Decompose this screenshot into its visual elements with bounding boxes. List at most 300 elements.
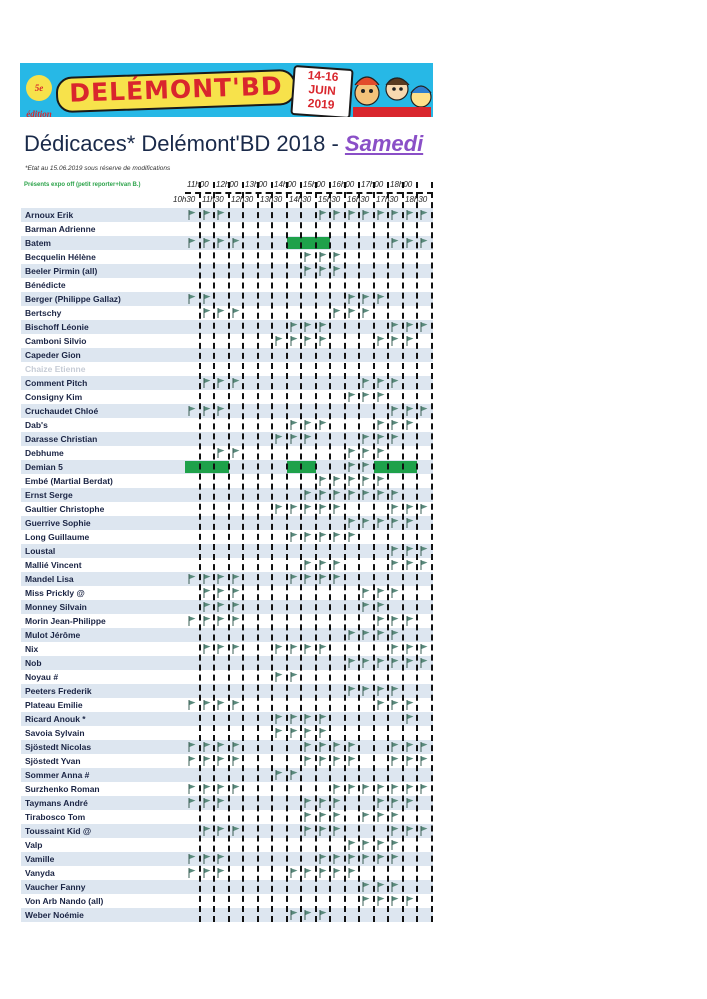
flag-icon	[275, 714, 283, 724]
author-name: Chaize Etienne	[25, 364, 86, 374]
flag-icon	[275, 434, 283, 444]
flag-icon	[232, 756, 240, 766]
flag-icon	[391, 658, 399, 668]
flag-icon	[391, 896, 399, 906]
flag-icon	[348, 448, 356, 458]
table-row	[21, 460, 433, 474]
flag-icon	[319, 812, 327, 822]
table-row	[21, 362, 433, 376]
table-row	[21, 810, 433, 824]
flag-icon	[319, 742, 327, 752]
status-note: *Etat au 15.06.2019 sous réserve de modifications	[25, 165, 171, 172]
flag-icon	[304, 714, 312, 724]
author-name: Batem	[25, 238, 51, 248]
author-name: Dab's	[25, 420, 48, 430]
flag-icon	[217, 574, 225, 584]
flag-icon	[377, 896, 385, 906]
flag-icon	[304, 756, 312, 766]
flag-icon	[406, 700, 414, 710]
table-row	[21, 558, 433, 572]
author-name: Darasse Christian	[25, 434, 98, 444]
table-row	[21, 754, 433, 768]
flag-icon	[203, 784, 211, 794]
flag-icon	[304, 504, 312, 514]
flag-icon	[362, 462, 370, 472]
flag-icon	[420, 406, 428, 416]
flag-icon	[391, 322, 399, 332]
flag-icon	[217, 644, 225, 654]
table-row	[21, 684, 433, 698]
flag-icon	[348, 490, 356, 500]
flag-icon	[406, 336, 414, 346]
author-name: Consigny Kim	[25, 392, 83, 402]
table-row	[21, 782, 433, 796]
flag-icon	[290, 336, 298, 346]
flag-icon	[333, 476, 341, 486]
flag-icon	[217, 756, 225, 766]
flag-icon	[362, 882, 370, 892]
time-label-bottom: 10h30	[173, 195, 196, 204]
flag-icon	[348, 210, 356, 220]
flag-icon	[420, 742, 428, 752]
cartoon-characters-illustration	[349, 63, 433, 117]
flag-icon	[232, 616, 240, 626]
flag-icon	[420, 546, 428, 556]
flag-icon	[348, 294, 356, 304]
flag-icon	[391, 644, 399, 654]
flag-icon	[406, 756, 414, 766]
time-label-top: 18h00	[390, 180, 413, 189]
flag-icon	[391, 812, 399, 822]
table-row	[21, 348, 433, 362]
flag-icon	[391, 504, 399, 514]
flag-icon	[377, 476, 385, 486]
table-row	[21, 474, 433, 488]
flag-icon	[377, 490, 385, 500]
flag-icon	[304, 644, 312, 654]
flag-icon	[377, 854, 385, 864]
flag-icon	[188, 700, 196, 710]
flag-icon	[333, 854, 341, 864]
flag-icon	[319, 868, 327, 878]
festival-banner	[20, 63, 433, 117]
flag-icon	[290, 420, 298, 430]
flag-icon	[188, 854, 196, 864]
flag-icon	[203, 406, 211, 416]
author-name: Morin Jean-Philippe	[25, 616, 106, 626]
table-row	[21, 586, 433, 600]
author-name: Debhume	[25, 448, 64, 458]
flag-icon	[333, 490, 341, 500]
flag-icon	[319, 322, 327, 332]
flag-icon	[362, 476, 370, 486]
flag-icon	[290, 672, 298, 682]
flag-icon	[217, 210, 225, 220]
flag-icon	[348, 532, 356, 542]
flag-icon	[319, 532, 327, 542]
flag-icon	[304, 574, 312, 584]
flag-icon	[391, 616, 399, 626]
flag-icon	[203, 868, 211, 878]
flag-icon	[203, 798, 211, 808]
flag-icon	[304, 532, 312, 542]
time-label-bottom: 12h30	[231, 195, 254, 204]
flag-icon	[203, 742, 211, 752]
flag-icon	[217, 826, 225, 836]
flag-icon	[203, 574, 211, 584]
title-day: Samedi	[344, 131, 424, 156]
flag-icon	[319, 252, 327, 262]
author-name: Nob	[25, 658, 42, 668]
flag-icon	[362, 378, 370, 388]
author-name: Vaucher Fanny	[25, 882, 86, 892]
flag-icon	[333, 826, 341, 836]
flag-icon	[188, 756, 196, 766]
flag-icon	[377, 616, 385, 626]
flag-icon	[377, 518, 385, 528]
author-name: Valp	[25, 840, 43, 850]
flag-icon	[348, 630, 356, 640]
flag-icon	[391, 434, 399, 444]
flag-icon	[304, 490, 312, 500]
signing-block	[287, 237, 331, 249]
flag-icon	[362, 294, 370, 304]
flag-icon	[391, 546, 399, 556]
flag-icon	[290, 434, 298, 444]
table-row	[21, 502, 433, 516]
table-row	[21, 404, 433, 418]
flag-icon	[348, 784, 356, 794]
flag-icon	[203, 238, 211, 248]
flag-icon	[348, 518, 356, 528]
table-row	[21, 628, 433, 642]
table-row	[21, 726, 433, 740]
flag-icon	[406, 896, 414, 906]
flag-icon	[217, 406, 225, 416]
flag-icon	[362, 210, 370, 220]
flag-icon	[290, 644, 298, 654]
flag-icon	[319, 490, 327, 500]
flag-icon	[391, 560, 399, 570]
flag-icon	[362, 812, 370, 822]
flag-icon	[188, 238, 196, 248]
flag-icon	[391, 826, 399, 836]
author-name: Arnoux Erik	[25, 210, 74, 220]
flag-icon	[333, 798, 341, 808]
flag-icon	[319, 910, 327, 920]
flag-icon	[203, 294, 211, 304]
flag-icon	[406, 210, 414, 220]
flag-icon	[377, 882, 385, 892]
flag-icon	[203, 602, 211, 612]
flag-icon	[406, 742, 414, 752]
flag-icon	[188, 406, 196, 416]
author-name: Bischoff Léonie	[25, 322, 89, 332]
flag-icon	[290, 728, 298, 738]
flag-icon	[217, 854, 225, 864]
author-name: Berger (Philippe Gallaz)	[25, 294, 121, 304]
table-row	[21, 278, 433, 292]
table-row	[21, 488, 433, 502]
flag-icon	[203, 616, 211, 626]
flag-icon	[377, 294, 385, 304]
flag-icon	[217, 616, 225, 626]
table-row	[21, 768, 433, 782]
flag-icon	[290, 770, 298, 780]
flag-icon	[217, 238, 225, 248]
flag-icon	[319, 574, 327, 584]
flag-icon	[319, 714, 327, 724]
flag-icon	[203, 826, 211, 836]
page-title	[24, 131, 423, 157]
flag-icon	[362, 896, 370, 906]
table-row	[21, 446, 433, 460]
flag-icon	[275, 672, 283, 682]
time-label-bottom: 16h30	[347, 195, 370, 204]
flag-icon	[232, 826, 240, 836]
flag-icon	[362, 686, 370, 696]
flag-icon	[304, 728, 312, 738]
flag-icon	[348, 756, 356, 766]
flag-icon	[362, 392, 370, 402]
author-name: Gaultier Christophe	[25, 504, 105, 514]
flag-icon	[304, 826, 312, 836]
author-name: Plateau Emilie	[25, 700, 83, 710]
flag-icon	[391, 882, 399, 892]
flag-icon	[377, 630, 385, 640]
flag-icon	[391, 854, 399, 864]
flag-icon	[217, 448, 225, 458]
author-name: Sommer Anna #	[25, 770, 90, 780]
flag-icon	[290, 574, 298, 584]
flag-icon	[333, 812, 341, 822]
author-name: Comment Pitch	[25, 378, 88, 388]
flag-icon	[275, 728, 283, 738]
flag-icon	[304, 742, 312, 752]
flag-icon	[420, 826, 428, 836]
author-name: Loustal	[25, 546, 56, 556]
author-name: Beeler Pirmin (all)	[25, 266, 98, 276]
table-row	[21, 572, 433, 586]
author-name: Mandel Lisa	[25, 574, 74, 584]
schedule-table	[21, 208, 433, 922]
table-row	[21, 376, 433, 390]
flag-icon	[420, 658, 428, 668]
logo-text: DELÉMONT'BD	[68, 71, 284, 108]
flag-icon	[290, 322, 298, 332]
time-label-bottom: 11h30	[202, 195, 224, 204]
flag-icon	[188, 210, 196, 220]
flag-icon	[391, 490, 399, 500]
flag-icon	[348, 868, 356, 878]
author-name: Becquelin Hélène	[25, 252, 96, 262]
flag-icon	[203, 644, 211, 654]
flag-icon	[377, 588, 385, 598]
author-name: Barman Adrienne	[25, 224, 96, 234]
table-row	[21, 544, 433, 558]
time-label-top: 12h00	[216, 180, 239, 189]
flag-icon	[348, 686, 356, 696]
flag-icon	[391, 798, 399, 808]
flag-icon	[275, 336, 283, 346]
flag-icon	[406, 560, 414, 570]
author-name: Demian 5	[25, 462, 63, 472]
flag-icon	[217, 742, 225, 752]
flag-icon	[333, 868, 341, 878]
flag-icon	[406, 784, 414, 794]
flag-icon	[420, 238, 428, 248]
legend-label: Présents expo off (petit reporter+Ivan B.)	[24, 182, 141, 188]
table-row	[21, 642, 433, 656]
signing-block	[374, 461, 418, 473]
time-label-top: 14h00	[274, 180, 297, 189]
flag-icon	[333, 252, 341, 262]
table-row	[21, 418, 433, 432]
flag-icon	[232, 588, 240, 598]
flag-icon	[362, 308, 370, 318]
author-name: Embé (Martial Berdat)	[25, 476, 113, 486]
flag-icon	[304, 560, 312, 570]
flag-icon	[188, 868, 196, 878]
flag-icon	[188, 294, 196, 304]
flag-icon	[333, 210, 341, 220]
time-label-top: 13h00	[245, 180, 268, 189]
flag-icon	[203, 378, 211, 388]
flag-icon	[348, 854, 356, 864]
flag-icon	[391, 840, 399, 850]
author-name: Mulot Jérôme	[25, 630, 81, 640]
flag-icon	[304, 266, 312, 276]
flag-icon	[406, 322, 414, 332]
flag-icon	[232, 742, 240, 752]
flag-icon	[290, 868, 298, 878]
flag-icon	[377, 658, 385, 668]
flag-icon	[217, 602, 225, 612]
flag-icon	[333, 560, 341, 570]
author-name: Miss Prickly @	[25, 588, 85, 598]
table-row	[21, 222, 433, 236]
flag-icon	[304, 812, 312, 822]
flag-icon	[420, 210, 428, 220]
author-name: Surzhenko Roman	[25, 784, 100, 794]
author-name: Weber Noémie	[25, 910, 84, 920]
flag-icon	[377, 784, 385, 794]
flag-icon	[362, 630, 370, 640]
table-row	[21, 292, 433, 306]
flag-icon	[319, 210, 327, 220]
flag-icon	[406, 714, 414, 724]
flag-icon	[406, 616, 414, 626]
flag-icon	[319, 336, 327, 346]
title-main: Dédicaces* Delémont'BD 2018 -	[24, 131, 345, 156]
signing-block	[287, 461, 316, 473]
time-label-top: 15h00	[303, 180, 326, 189]
flag-icon	[406, 826, 414, 836]
flag-icon	[232, 700, 240, 710]
author-name: Von Arb Nando (all)	[25, 896, 104, 906]
flag-icon	[377, 686, 385, 696]
flag-icon	[406, 644, 414, 654]
dates-year: 2019	[307, 96, 335, 112]
author-name: Vamille	[25, 854, 55, 864]
flag-icon	[275, 770, 283, 780]
flag-icon	[304, 420, 312, 430]
time-label-top: 16h00	[332, 180, 355, 189]
flag-icon	[290, 714, 298, 724]
flag-icon	[377, 840, 385, 850]
flag-icon	[391, 630, 399, 640]
table-row	[21, 236, 433, 250]
flag-icon	[319, 266, 327, 276]
flag-icon	[377, 798, 385, 808]
flag-icon	[406, 798, 414, 808]
flag-icon	[319, 644, 327, 654]
flag-icon	[232, 784, 240, 794]
flag-icon	[319, 854, 327, 864]
dates-month: JUIN	[308, 82, 337, 98]
flag-icon	[377, 602, 385, 612]
flag-icon	[362, 840, 370, 850]
table-row	[21, 208, 433, 222]
table-row	[21, 866, 433, 880]
author-name: Cruchaudet Chloé	[25, 406, 99, 416]
flag-icon	[377, 378, 385, 388]
flag-icon	[420, 504, 428, 514]
flag-icon	[391, 518, 399, 528]
flag-icon	[377, 336, 385, 346]
flag-icon	[232, 238, 240, 248]
flag-icon	[217, 784, 225, 794]
flag-icon	[420, 322, 428, 332]
header-divider	[185, 192, 433, 194]
flag-icon	[406, 420, 414, 430]
table-row	[21, 712, 433, 726]
flag-icon	[348, 658, 356, 668]
flag-icon	[348, 462, 356, 472]
flag-icon	[420, 644, 428, 654]
festival-logo	[55, 69, 296, 113]
author-name: Noyau #	[25, 672, 59, 682]
flag-icon	[203, 854, 211, 864]
flag-icon	[406, 238, 414, 248]
table-row	[21, 698, 433, 712]
flag-icon	[391, 784, 399, 794]
time-label-bottom: 18h30	[405, 195, 428, 204]
time-label-bottom: 17h30	[376, 195, 399, 204]
author-name: Taymans André	[25, 798, 88, 808]
table-row	[21, 838, 433, 852]
signing-block	[185, 461, 229, 473]
flag-icon	[217, 308, 225, 318]
dates-days: 14-16	[307, 67, 339, 85]
flag-icon	[333, 308, 341, 318]
flag-icon	[420, 756, 428, 766]
table-row	[21, 264, 433, 278]
flag-icon	[217, 798, 225, 808]
author-name: Vanyda	[25, 868, 55, 878]
flag-icon	[290, 532, 298, 542]
table-row	[21, 740, 433, 754]
flag-icon	[319, 420, 327, 430]
flag-icon	[362, 434, 370, 444]
table-row	[21, 320, 433, 334]
flag-icon	[333, 504, 341, 514]
flag-icon	[362, 854, 370, 864]
flag-icon	[304, 868, 312, 878]
flag-icon	[319, 476, 327, 486]
table-row	[21, 614, 433, 628]
flag-icon	[275, 504, 283, 514]
